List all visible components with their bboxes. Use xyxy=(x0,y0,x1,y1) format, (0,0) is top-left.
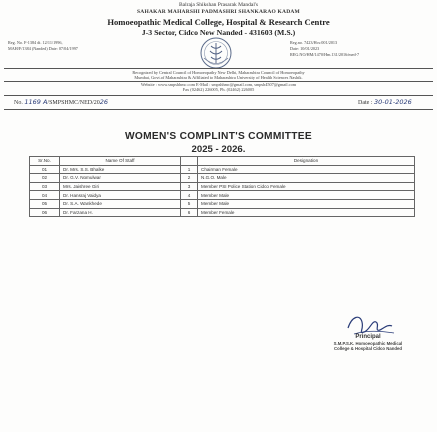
row-name: Dr. G.V. Nomulwar xyxy=(60,174,181,183)
header-name: Name Of Staff xyxy=(60,157,181,166)
registration-left-line: Reg. No. F-1384 dt. 12/11/1996, xyxy=(8,40,63,45)
table-row xyxy=(30,199,415,208)
reference-date-handwritten: 30-01-2026 xyxy=(374,98,412,106)
principal-institution-line: College & Hospital Cidco Nanded xyxy=(333,346,403,351)
founder-tagline: SAHAKAR MAHARSHI PADMASHRI SHANKARAO KADAM xyxy=(137,9,300,15)
reference-number-label: No. xyxy=(14,100,23,106)
row-designation: Member Male xyxy=(198,191,415,200)
committee-members-table xyxy=(29,156,415,217)
contact-line: Fax (02462) 226005, Ph. (02462) 226005 xyxy=(182,87,255,93)
reference-number-suffix: /SMPSHMC/NED/20 xyxy=(47,100,100,106)
row-name: Dr. Farzana H. xyxy=(60,208,181,217)
reference-date-label: Date : xyxy=(358,100,373,106)
table-row xyxy=(30,191,415,200)
row-sr: 05 xyxy=(30,199,60,208)
reference-number-year: 26 xyxy=(99,98,109,106)
table-row xyxy=(30,208,415,217)
row-number: 6 xyxy=(181,208,198,217)
row-number: 5 xyxy=(181,199,198,208)
committee-year: 2025 - 2026. xyxy=(191,144,246,155)
row-name: Dr. Mrs. S.S. Bhalke xyxy=(60,165,181,174)
table-row xyxy=(30,174,415,183)
table-row xyxy=(30,165,415,174)
registration-right xyxy=(290,40,430,58)
row-sr: 04 xyxy=(30,191,60,200)
committee-title: WOMEN'S COMPLINT'S COMMITTEE xyxy=(125,131,312,142)
reference-date xyxy=(358,98,412,106)
reference-divider xyxy=(4,95,433,96)
row-designation: N.G.O. Male xyxy=(198,174,415,183)
row-name: Dr. Hansraj Vaidya xyxy=(60,191,181,200)
header-sr-no: Sr.No. xyxy=(30,157,60,166)
table-row xyxy=(30,182,415,191)
principal-institution-line: S.M.P.S.K. Homoeopathic Medical xyxy=(333,341,403,346)
row-sr: 01 xyxy=(30,165,60,174)
row-number: 1 xyxy=(181,165,198,174)
trust-name: Balraja Shikshan Prasarak Mandal's xyxy=(178,2,259,8)
recognition-text xyxy=(0,70,437,81)
row-number: 4 xyxy=(181,191,198,200)
college-address: J-3 Sector, Cidco New Nanded - 431603 (M.S.) xyxy=(141,28,296,37)
college-emblem-icon xyxy=(198,36,234,70)
row-designation: Member Male xyxy=(198,199,415,208)
header-designation: Designation xyxy=(198,157,415,166)
row-designation: Chairman Female xyxy=(198,165,415,174)
contact-line: Website : www.smpshhmc.com E-Mail : smpshhmc@gmail.com, smpsh4507@gmail.com xyxy=(140,82,297,87)
principal-title: Principal xyxy=(355,334,381,340)
registration-right-line: REG.NO/HM/1470/Hm.131/2016/med-7 xyxy=(290,52,360,57)
header-number xyxy=(181,157,198,166)
registration-right-line: Reg.no. 7423/Hcs:001/2013 xyxy=(290,40,338,45)
row-number: 3 xyxy=(181,182,198,191)
college-name: Homoeopathic Medical College, Hospital & Research Centre xyxy=(107,17,330,27)
row-number: 2 xyxy=(181,174,198,183)
recognition-line: Recognized by Central Council of Homoeopathy New Delhi, Maharashtra Council of Homoeopathy xyxy=(132,70,305,75)
row-designation: Member Female xyxy=(198,208,415,217)
principal-institution xyxy=(318,341,418,351)
recognition-line: Mumbai, Govt.of Maharashtra & Affiliated to Maharashtra University of Health Sciences Nashik. xyxy=(134,75,303,81)
row-sr: 02 xyxy=(30,174,60,183)
registration-left-line: MAH/F/1384 (Nanded) Date: 07/04/1997 xyxy=(8,46,78,51)
table-header-row xyxy=(30,157,415,166)
reference-number xyxy=(14,98,108,106)
header-divider xyxy=(4,68,433,69)
registration-right-line: Date: 10/01/2023 xyxy=(290,46,320,51)
reference-number-handwritten: 1169 A xyxy=(24,98,48,106)
contact-details xyxy=(0,82,437,93)
row-designation: Member PSI Police Station Cidco Female xyxy=(198,182,415,191)
row-name: Dr. S.A. Wankhede xyxy=(60,199,181,208)
row-name: Mrs. Jaishree Giri xyxy=(60,182,181,191)
row-sr: 06 xyxy=(30,208,60,217)
row-sr: 03 xyxy=(30,182,60,191)
reference-underline xyxy=(4,109,433,110)
registration-left xyxy=(8,40,148,52)
